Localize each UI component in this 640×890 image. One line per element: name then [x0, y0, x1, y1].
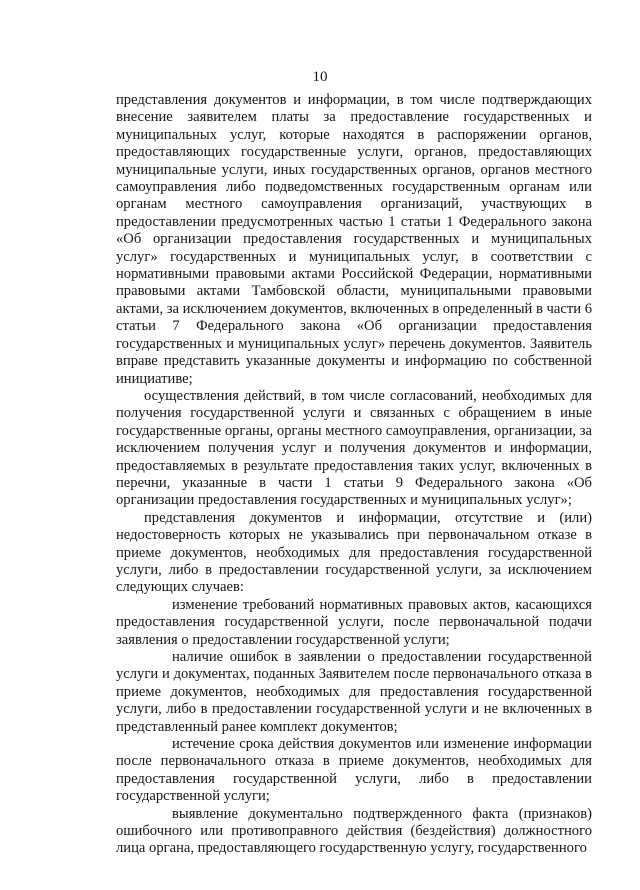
paragraph-documents-information: представления документов и информации, в том числе подтверждающих внесение заявителем платы за предоставление государственных и муниципальных услуг, которые находятся в распоряжении органов, предоставляющих государственные услуги, органов, предоставляющих муниципальные услуги, иных государственных органов, органов местного самоуправления либо подведомственных государственным органам или органам местного самоуправления организаций, участвующих в предоставлении предусмотренных частью 1 статьи 1 Федерального закона «Об организации предоставления государственных и муниципальных услуг» государственных и муниципальных услуг, в соответствии с нормативными правовыми актами Российской Федерации, нормативными правовыми актами Тамбовской области, муниципальными правовыми актами, за исключением документов, включенных в определенный в части 6 статьи 7 Федерального закона «Об организации предоставления государственных и муниципальных услуг» перечень документов. Заявитель вправе представить указанные документы и информацию по собственной инициативе;: [116, 92, 592, 387]
paragraph-errors-in-application: наличие ошибок в заявлении о предоставлении государственной услуги и документах, поданных Заявителем после первоначального отказа в приеме документов, необходимых для предоставления государственной услуги, либо в предоставлении государственной услуги и не включенных в представленный ранее комплект документов;: [116, 649, 592, 735]
paragraph-documents-absence: представления документов и информации, отсутствие и (или) недостоверность которых не указывались при первоначальном отказе в приеме документов, необходимых для предоставления государственной услуги, либо в предоставлении государственной услуги, за исключением следующих случаев:: [116, 509, 592, 596]
paragraph-requirements-change: изменение требований нормативных правовых актов, касающихся предоставления государственной услуги, после первоначальной подачи заявления о предоставлении государственной услуги;: [116, 596, 592, 648]
paragraph-erroneous-action: выявление документально подтвержденного факта (признаков) ошибочного или противоправного действия (бездействия) должностного лица органа, предоставляющего государственную услугу, государственного: [116, 805, 592, 857]
document-body: [116, 92, 592, 858]
page-number: 10: [312, 69, 328, 85]
paragraph-actions-approvals: осуществления действий, в том числе согласований, необходимых для получения государственной услуги и связанных с обращением в иные государственные органы, органы местного самоуправления, организации, за исключением получения услуг и получения документов и информации, предоставляемых в результате предоставления таких услуг, включенных в перечни, указанные в части 1 статьи 9 Федерального закона «Об организации предоставления государственных и муниципальных услуг»;: [116, 387, 592, 509]
paragraph-validity-expiry: истечение срока действия документов или изменение информации после первоначального отказа в приеме документов, необходимых для предоставления государственной услуги, либо в предоставлении государственной услуги;: [116, 736, 592, 805]
